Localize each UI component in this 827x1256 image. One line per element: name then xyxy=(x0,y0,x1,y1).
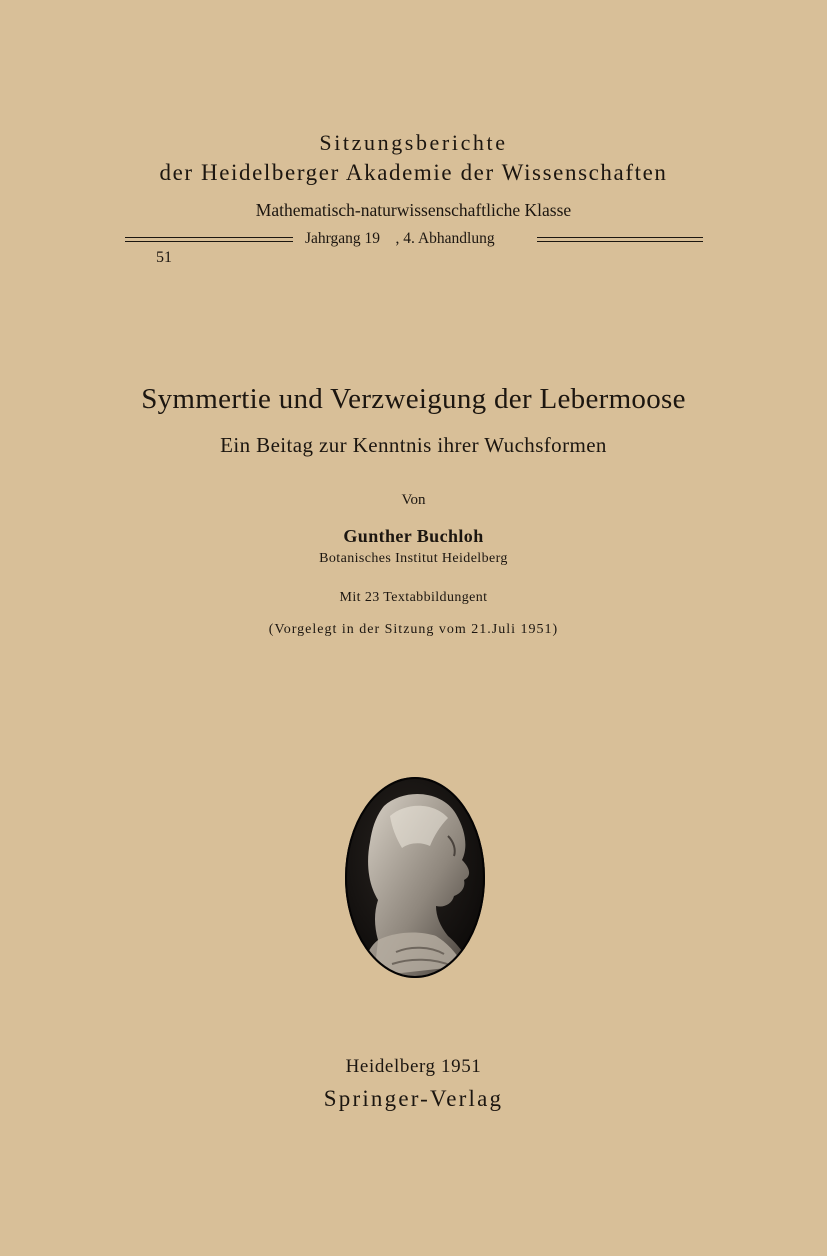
author-affiliation: Botanisches Institut Heidelberg xyxy=(319,551,508,566)
series-title: Sitzungsberichte xyxy=(319,130,508,155)
imprint-place-year: Heidelberg 1951 xyxy=(345,1056,482,1077)
book-title: Symmertie und Verzweigung der Lebermoose xyxy=(141,383,686,415)
imprint-publisher: Springer-Verlag xyxy=(323,1086,504,1111)
author-name: Gunther Buchloh xyxy=(343,526,484,546)
issue-line: Jahrgang 19 , 4. Abhandlung xyxy=(305,230,495,247)
presented-note: (Vorgelegt in der Sitzung vom 21.Juli 1951) xyxy=(268,622,559,637)
figures-note: Mit 23 Textabbildungent xyxy=(339,590,488,605)
double-rule-left xyxy=(125,237,293,242)
volume-number: 51 xyxy=(156,249,172,266)
by-label: Von xyxy=(401,492,426,508)
book-subtitle: Ein Beitag zur Kenntnis ihrer Wuchsformen xyxy=(220,433,607,457)
cameo-portrait-icon xyxy=(344,776,486,979)
series-class: Mathematisch-naturwissenschaftliche Klasse xyxy=(255,200,572,220)
series-subtitle: der Heidelberger Akademie der Wissenschaften xyxy=(159,160,668,185)
issue-rule-row xyxy=(125,230,703,252)
double-rule-right xyxy=(537,237,703,242)
